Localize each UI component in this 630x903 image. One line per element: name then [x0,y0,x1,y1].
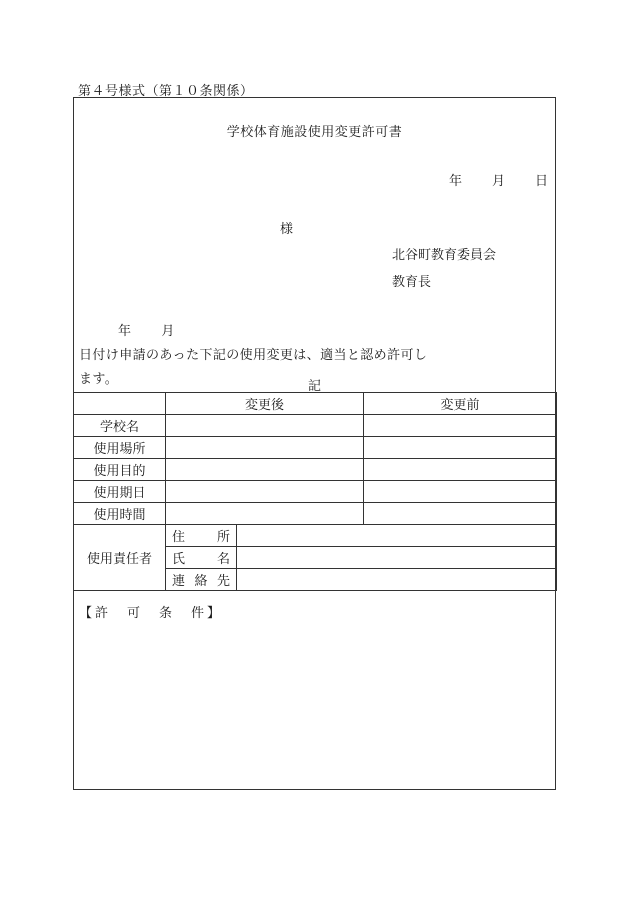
row-label: 学校名 [74,415,166,437]
date-day-label: 日 [534,174,548,189]
table-header-row [74,393,557,415]
sub-label-address [166,525,237,547]
row-label: 使用場所 [74,437,166,459]
statement-month: 月 [161,324,175,339]
row-label: 使用時間 [74,503,166,525]
sub-label-char: 氏 [172,552,186,567]
table-row [74,437,557,459]
date-year-label: 年 [448,174,462,189]
form-number: 第４号様式（第１０条関係） [78,84,254,99]
form-title: 学校体育施設使用変更許可書 [226,125,403,140]
before-cell[interactable] [364,437,557,459]
table-row [74,481,557,503]
issuer-organization: 北谷町教育委員会 [392,248,497,263]
after-cell[interactable] [166,503,364,525]
sub-label-char: 連 [172,574,186,589]
issue-date [449,170,548,189]
statement-line2: ます。 [79,372,119,387]
table-row [74,459,557,481]
sub-label-char: 住 [172,530,186,545]
change-table [73,392,557,591]
table-row [74,415,557,437]
after-cell[interactable] [166,415,364,437]
sub-label-char: 絡 [194,574,208,589]
sub-label-char: 先 [216,574,230,589]
before-cell[interactable] [364,415,557,437]
header-before: 変更前 [364,393,557,415]
form-frame [73,97,556,790]
sub-label-char: 名 [216,552,230,567]
conditions-heading: 【許 可 条 件】 [79,606,224,621]
before-cell[interactable] [364,503,557,525]
name-field[interactable] [237,547,557,569]
row-label: 使用期日 [74,481,166,503]
sub-label-name [166,547,237,569]
statement-line1: 日付け申請のあった下記の使用変更は、適当と認め許可し [79,348,428,363]
sub-label-char: 所 [216,530,230,545]
issuer-title: 教育長 [392,275,432,290]
after-cell[interactable] [166,437,364,459]
date-month-label: 月 [491,174,505,189]
address-field[interactable] [237,525,557,547]
after-cell[interactable] [166,481,364,503]
responsible-row-address [74,525,557,547]
row-label: 使用目的 [74,459,166,481]
header-blank-cell [74,393,166,415]
before-cell[interactable] [364,481,557,503]
after-cell[interactable] [166,459,364,481]
contact-field[interactable] [237,569,557,591]
table-row [74,503,557,525]
addressee-suffix: 様 [280,222,294,237]
ki-heading: 記 [307,379,321,394]
statement-year: 年 [118,324,132,339]
header-after: 変更後 [166,393,364,415]
responsible-label: 使用責任者 [74,525,166,591]
sub-label-contact [166,569,237,591]
before-cell[interactable] [364,459,557,481]
